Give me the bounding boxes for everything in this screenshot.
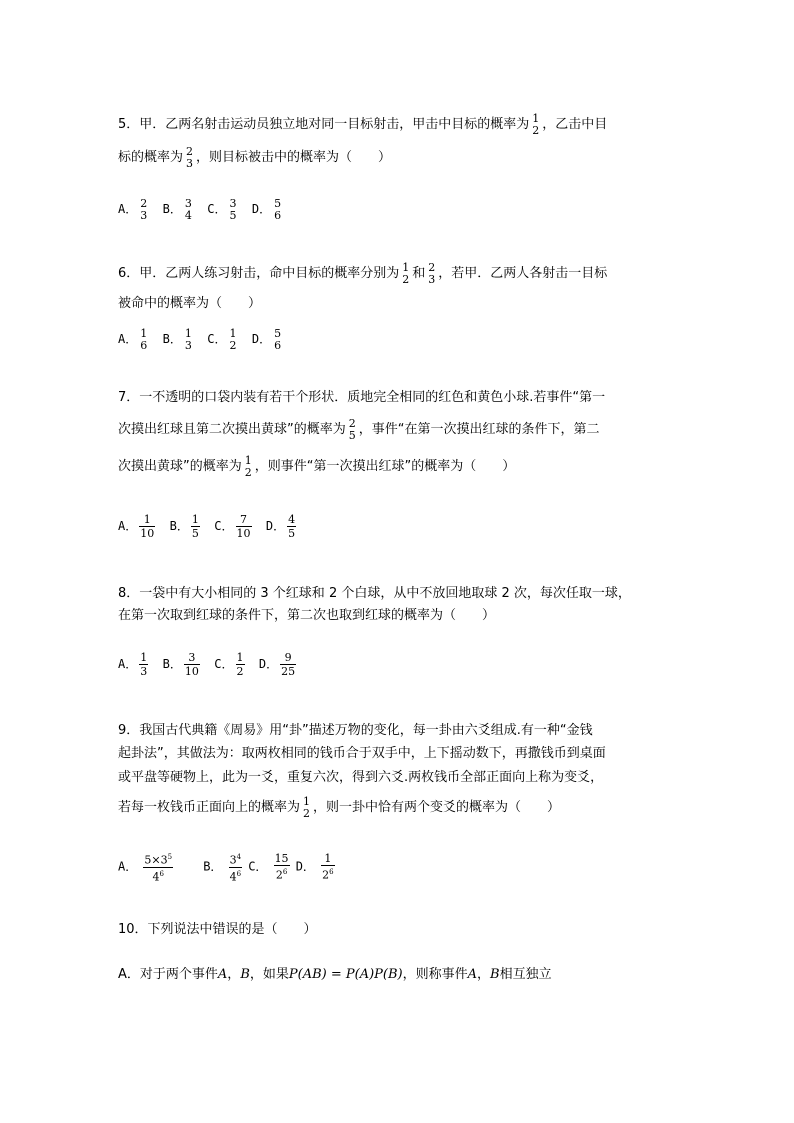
q10-formula: P(AB) = P(A)P(B) bbox=[288, 967, 403, 982]
q9-option-a: $\frac{5\times 3^5}{4^6}$ bbox=[144, 853, 173, 884]
q7-line2: 次摸出红球且第二次摸出黄球”的概率为 2 5 ，事件“在第一次摸出红球的条件下，第二 bbox=[118, 417, 600, 442]
q6-line1: 6．甲．乙两人练习射击，命中目标的概率分别为 1 2 和 2 3 ，若甲．乙两人各射击一目标 bbox=[118, 261, 608, 286]
q7-fraction-1: 2 5 bbox=[348, 417, 356, 442]
q9-option-c: $\frac{15}{2^6}$ bbox=[274, 852, 289, 882]
q9-option-d: $\frac{1}{2^6}$ bbox=[322, 852, 334, 882]
q8-option-b: $\frac{3}{10}$ bbox=[184, 651, 199, 678]
q5-fraction-2: 2 3 bbox=[186, 145, 194, 170]
q5-option-c: 3 5 bbox=[229, 197, 237, 222]
q5-line1: 5．甲．乙两名射击运动员独立地对同一目标射击，甲击中目标的概率为 1 2 ，乙击中目 bbox=[118, 112, 608, 137]
q8-option-c: $\frac{1}{2}$ bbox=[236, 651, 244, 678]
q5-option-d: 5 6 bbox=[274, 197, 282, 222]
q7-option-c: $\frac{7}{10}$ bbox=[236, 513, 251, 540]
q10-option-a: A．对于两个事件A，B，如果P(AB) = P(A)P(B)，则称事件A，B相互独立 bbox=[118, 967, 552, 982]
q9-fraction: 1 2 bbox=[303, 795, 311, 820]
q8-line2: 在第一次取到红球的条件下，第二次也取到红球的概率为（ ） bbox=[118, 608, 496, 623]
q5-line2: 标的概率为 2 3 ，则目标被击中的概率为（ ） bbox=[118, 145, 392, 170]
q8-option-d: $\frac{9}{25}$ bbox=[281, 651, 296, 678]
q7-option-a: $\frac{1}{10}$ bbox=[140, 513, 155, 540]
q8-options: A． $\frac{1}{3}$ B． $\frac{3}{10}$ C． $\frac{1}{2}$ D． $\frac{9}{25}$ bbox=[118, 651, 296, 678]
q6-option-d: 5 6 bbox=[274, 327, 282, 352]
q9-options: A． $\frac{5\times 3^5}{4^6}$ B． $\frac{3^4}{4^6}$ C． $\frac{15}{2^6}$ D． $\frac{1}{2^6}$ bbox=[118, 852, 334, 884]
q7-fraction-2: 1 2 bbox=[244, 454, 252, 479]
q8-line1: 8．一袋中有大小相同的 3 个红球和 2 个白球，从中不放回地取球 2 次，每次任取一球， bbox=[118, 586, 631, 601]
q7-options: A． $\frac{1}{10}$ B． $\frac{1}{5}$ C． $\frac{7}{10}$ D． $\frac{4}{5}$ bbox=[118, 513, 296, 540]
q6-line2: 被命中的概率为（ ） bbox=[118, 296, 262, 311]
q9-line1: 9．我国古代典籍《周易》用“卦”描述万物的变化，每一卦由六爻组成.有一种“金钱 bbox=[118, 723, 593, 738]
q6-fraction-2: 2 3 bbox=[428, 261, 436, 286]
q5-fraction-1: 1 2 bbox=[532, 112, 540, 137]
q5-option-b: 3 4 bbox=[184, 197, 192, 222]
q5-option-a: 2 3 bbox=[140, 197, 148, 222]
q6-fraction-1: 1 2 bbox=[402, 261, 410, 286]
q6-option-a: 1 6 bbox=[140, 327, 148, 352]
q9-line3: 或平盘等硬物上，此为一爻，重复六次，得到六爻.两枚钱币全部正面向上称为变爻， bbox=[118, 770, 604, 785]
q8-option-a: $\frac{1}{3}$ bbox=[140, 651, 148, 678]
q6-option-c: 1 2 bbox=[229, 327, 237, 352]
q10-line1: 10．下列说法中错误的是（ ） bbox=[118, 922, 317, 937]
q7-option-d: $\frac{4}{5}$ bbox=[288, 513, 296, 540]
q7-line3: 次摸出黄球”的概率为 1 2 ，则事件“第一次摸出红球”的概率为（ ） bbox=[118, 454, 516, 479]
q6-option-b: 1 3 bbox=[184, 327, 192, 352]
q7-option-b: $\frac{1}{5}$ bbox=[191, 513, 199, 540]
q9-option-b: $\frac{3^4}{4^6}$ bbox=[229, 853, 242, 884]
q9-line4: 若每一枚钱币正面向上的概率为 1 2 ，则一卦中恰有两个变爻的概率为（ ） bbox=[118, 795, 561, 820]
q7-line1: 7．一不透明的口袋内装有若干个形状．质地完全相同的红色和黄色小球.若事件“第一 bbox=[118, 390, 606, 405]
q5-options: A． 2 3 B． 3 4 C． 3 5 D． 5 6 bbox=[118, 197, 282, 222]
q9-line2: 起卦法”，其做法为：取两枚相同的钱币合于双手中，上下摇动数下，再撒钱币到桌面 bbox=[118, 746, 606, 761]
q6-options: A． 1 6 B． 1 3 C． 1 2 D． 5 6 bbox=[118, 327, 282, 352]
